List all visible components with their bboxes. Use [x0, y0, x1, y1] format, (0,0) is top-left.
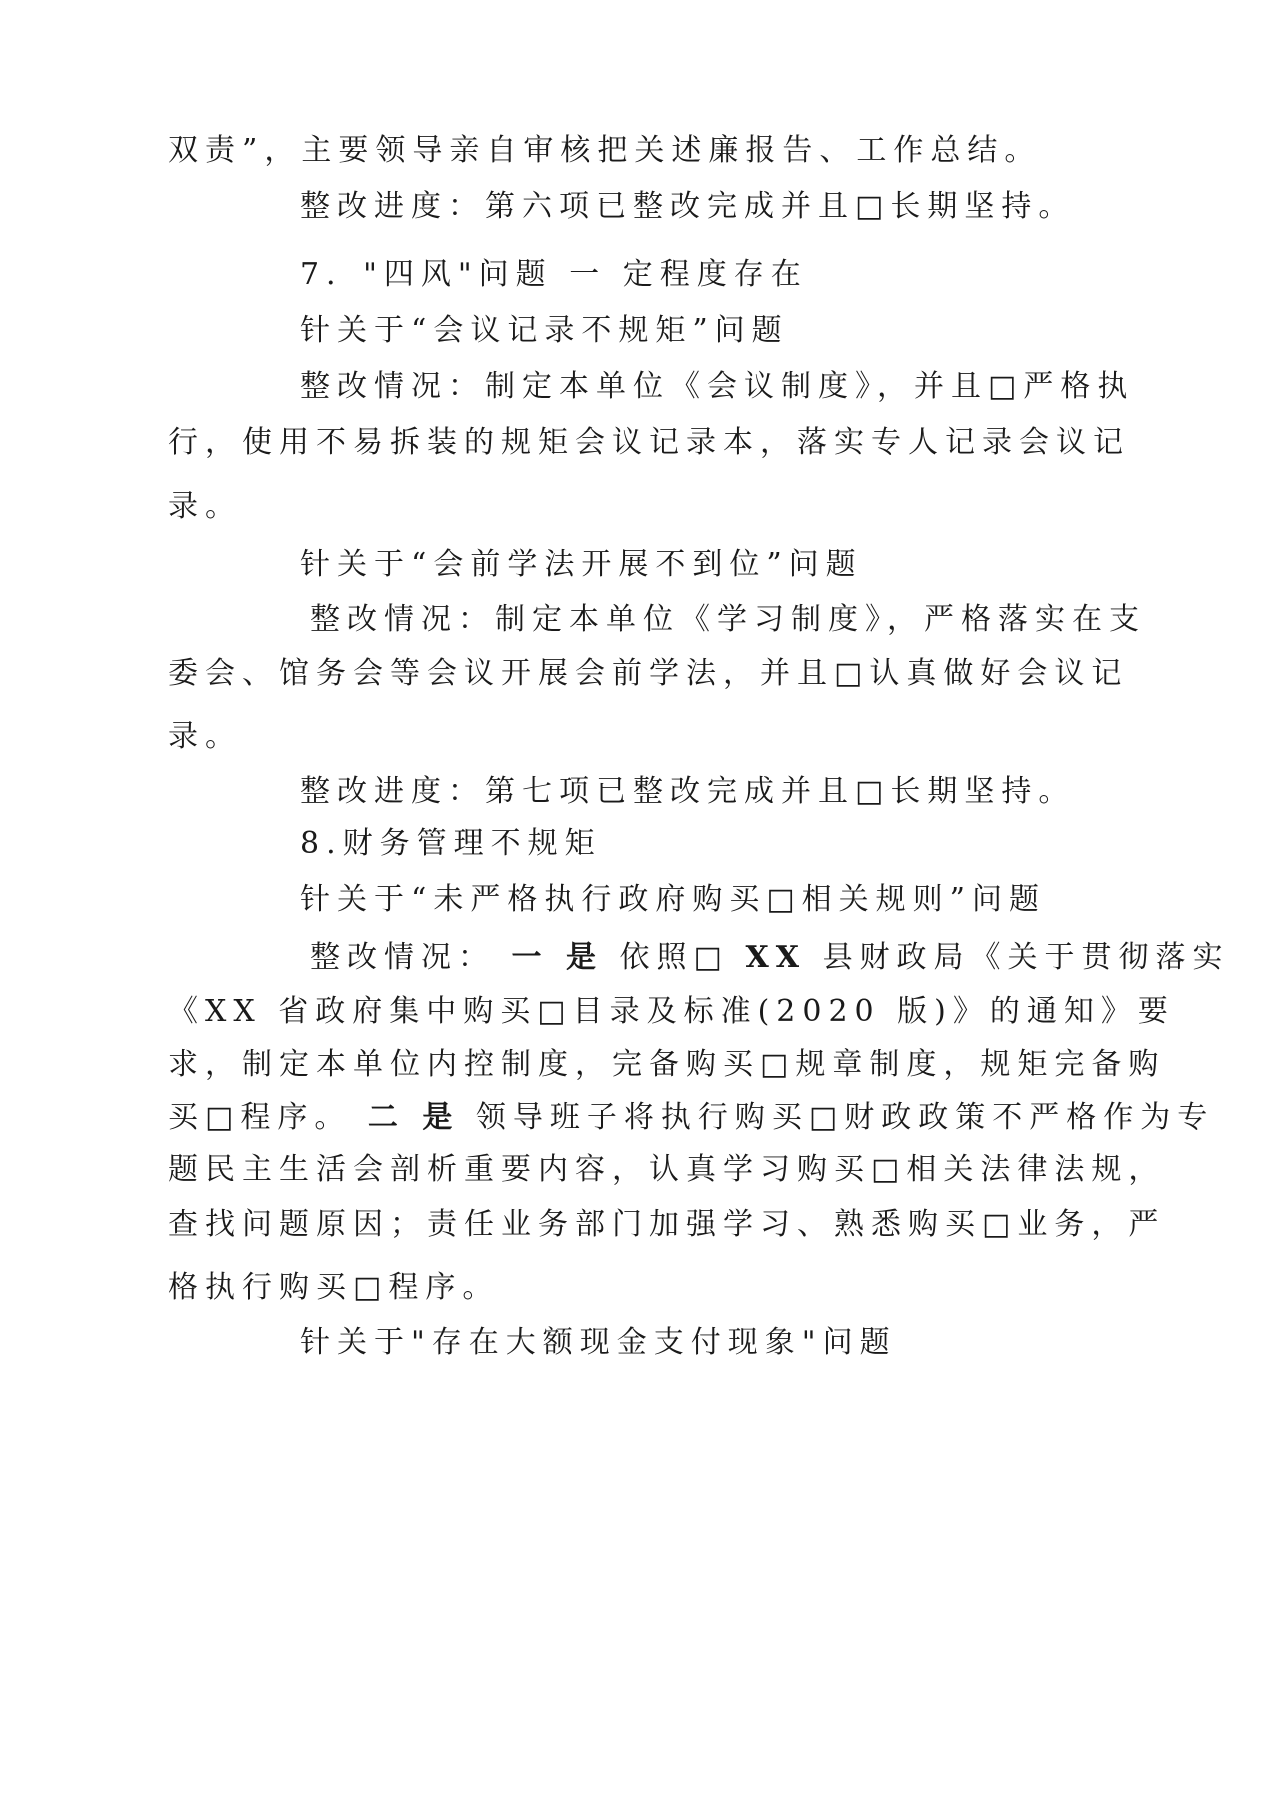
- bold-segment: 一 是: [511, 940, 603, 975]
- progress-line: 整改进度：第六项已整改完成并且□长期坚持。: [300, 189, 1076, 224]
- text-line: 整改情况：制定本单位《学习制度》，严格落实在支: [310, 602, 1146, 637]
- text-line: 查找问题原因；责任业务部门加强学习、熟悉购买□业务，严: [168, 1207, 1166, 1242]
- text-line: 双责”，主要领导亲自审核把关述廉报告、工作总结。: [168, 133, 1042, 168]
- bold-segment: XX: [745, 940, 807, 975]
- section-heading-8: 8.财务管理不规矩: [300, 826, 602, 861]
- progress-line: 整改进度：第七项已整改完成并且□长期坚持。: [300, 774, 1076, 809]
- issue-heading: 针关于“未严格执行政府购买□相关规则”问题: [300, 882, 1047, 917]
- text-segment: 依照□: [619, 940, 729, 975]
- text-line: 录。: [168, 719, 242, 754]
- text-line: [168, 1098, 1215, 1138]
- text-line: 委会、馆务会等会议开展会前学法，并且□认真做好会议记: [168, 656, 1129, 691]
- issue-heading: 针关于“会前学法开展不到位”问题: [300, 547, 863, 582]
- text-line: [310, 938, 1230, 978]
- text-line: 《XX 省政府集中购买□目录及标准(2020 版)》的通知》要: [168, 994, 1175, 1029]
- text-line: 行，使用不易拆装的规矩会议记录本，落实专人记录会议记: [168, 425, 1130, 460]
- text-segment: 县财政局《关于贯彻落实: [822, 940, 1230, 975]
- text-line: 录。: [168, 489, 242, 524]
- issue-heading: 针关于"存在大额现金支付现象"问题: [300, 1325, 897, 1360]
- text-segment: 领导班子将执行购买□财政政策不严格作为专: [475, 1100, 1215, 1135]
- text-line: 格执行购买□程序。: [168, 1270, 500, 1305]
- issue-heading: 针关于“会议记录不规矩”问题: [300, 313, 789, 348]
- text-segment: 整改情况：: [310, 940, 495, 975]
- text-line: 整改情况：制定本单位《会议制度》，并且□严格执: [300, 369, 1135, 404]
- section-heading-7: 7．"四风"问题 一 定程度存在: [300, 257, 808, 292]
- bold-segment: 二 是: [367, 1100, 460, 1135]
- text-line: 求，制定本单位内控制度，完备购买□规章制度，规矩完备购: [168, 1047, 1166, 1082]
- text-line: 题民主生活会剖析重要内容，认真学习购买□相关法律法规，: [168, 1152, 1166, 1187]
- text-segment: 买□程序。: [168, 1100, 352, 1135]
